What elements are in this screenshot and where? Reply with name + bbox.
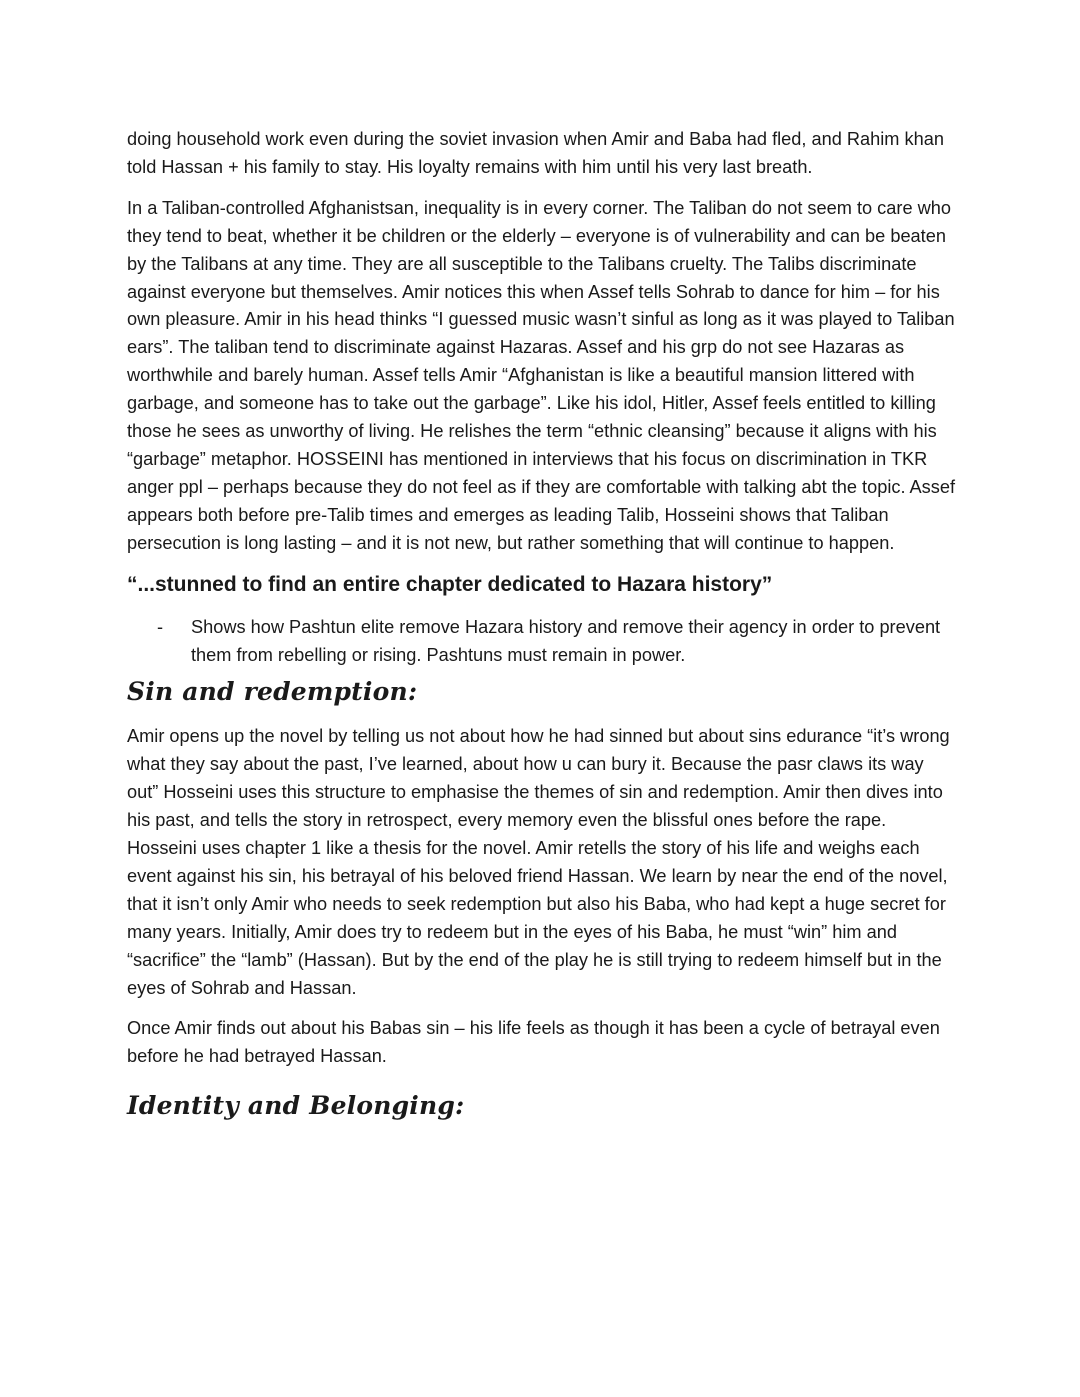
paragraph-sin-structure: Amir opens up the novel by telling us not about how he had sinned but about sins edurance “it’s wrong what they say about the past, I’ve learned, about how u can bury it. Because the pasr claws its way out” Hosseini uses this structure to emphasise the themes of sin and redemption. Amir then dives into his past, and tells the story in retrospect, every memory even the blissful ones before the rape. Hosseini uses chapter 1 like a thesis for the novel. Amir retells the story of his life and weighs each event against his sin, his betrayal of his beloved friend Hassan. We learn by near the end of the novel, that it isn’t only Amir who needs to seek redemption but also his Baba, who had kept a huge secret for many years. Initially, Amir does try to redeem but in the eyes of his Baba, he must “win” him and “sacrifice” the “lamb” (Hassan). But by the end of the play he is still trying to redeem himself but in the eyes of Sohrab and Hassan.	[127, 726, 950, 998]
paragraph-taliban-inequality: In a Taliban-controlled Afghanistsan, inequality is in every corner. The Taliban do not seem to care who they tend to beat, whether it be children or the elderly – everyone is of vulnerability and can be beaten by the Talibans at any time. They are all susceptible to the Talibans cruelty. The Talibs discriminate against everyone but themselves. Amir notices this when Assef tells Sohrab to dance for him – for his own pleasure. Amir in his head thinks “I guessed music wasn’t sinful as long as it was played to Taliban ears”. The taliban tend to discriminate against Hazaras. Assef and his grp do not see Hazaras as worthwhile and barely human. Assef tells Amir “Afghanistan is like a beautiful mansion littered with garbage, and someone has to take out the garbage”. Like his idol, Hitler, Assef feels entitled to killing those he sees as unworthy of living. He relishes the term “ethnic cleansing” because it aligns with his “garbage” metaphor. HOSSEINI has mentioned in interviews that his focus on discrimination in TKR anger ppl – perhaps because they do not feel as if they are comfortable with talking abt the topic. Assef appears both before pre-Talib times and emerges as leading Talib, Hosseini shows that Taliban persecution is long lasting – and it is not new, but rather something that will continue to happen.	[127, 197, 956, 553]
bullet-text: Shows how Pashtun elite remove Hazara history and remove their agency in order to prevent them from rebelling or rising. Pashtuns must remain in power.	[191, 616, 941, 665]
bullet-marker: -	[157, 616, 164, 637]
section-heading-sin-redemption: Sin and redemption:	[127, 677, 418, 707]
quote-heading: “...stunned to find an entire chapter dedicated to Hazara history”	[127, 572, 773, 596]
section-heading-identity-belonging: Identity and Belonging:	[127, 1091, 465, 1121]
list-item	[127, 614, 957, 670]
document-page	[127, 126, 957, 1137]
bullet-list	[127, 614, 957, 670]
paragraph-baba-sin: Once Amir finds out about his Babas sin – his life feels as though it has been a cycle of betrayal even before he had betrayed Hassan.	[127, 1018, 940, 1067]
paragraph-loyalty: doing household work even during the soviet invasion when Amir and Baba had fled, and Rahim khan told Hassan + his family to stay. His loyalty remains with him until his very last breath.	[127, 129, 944, 177]
